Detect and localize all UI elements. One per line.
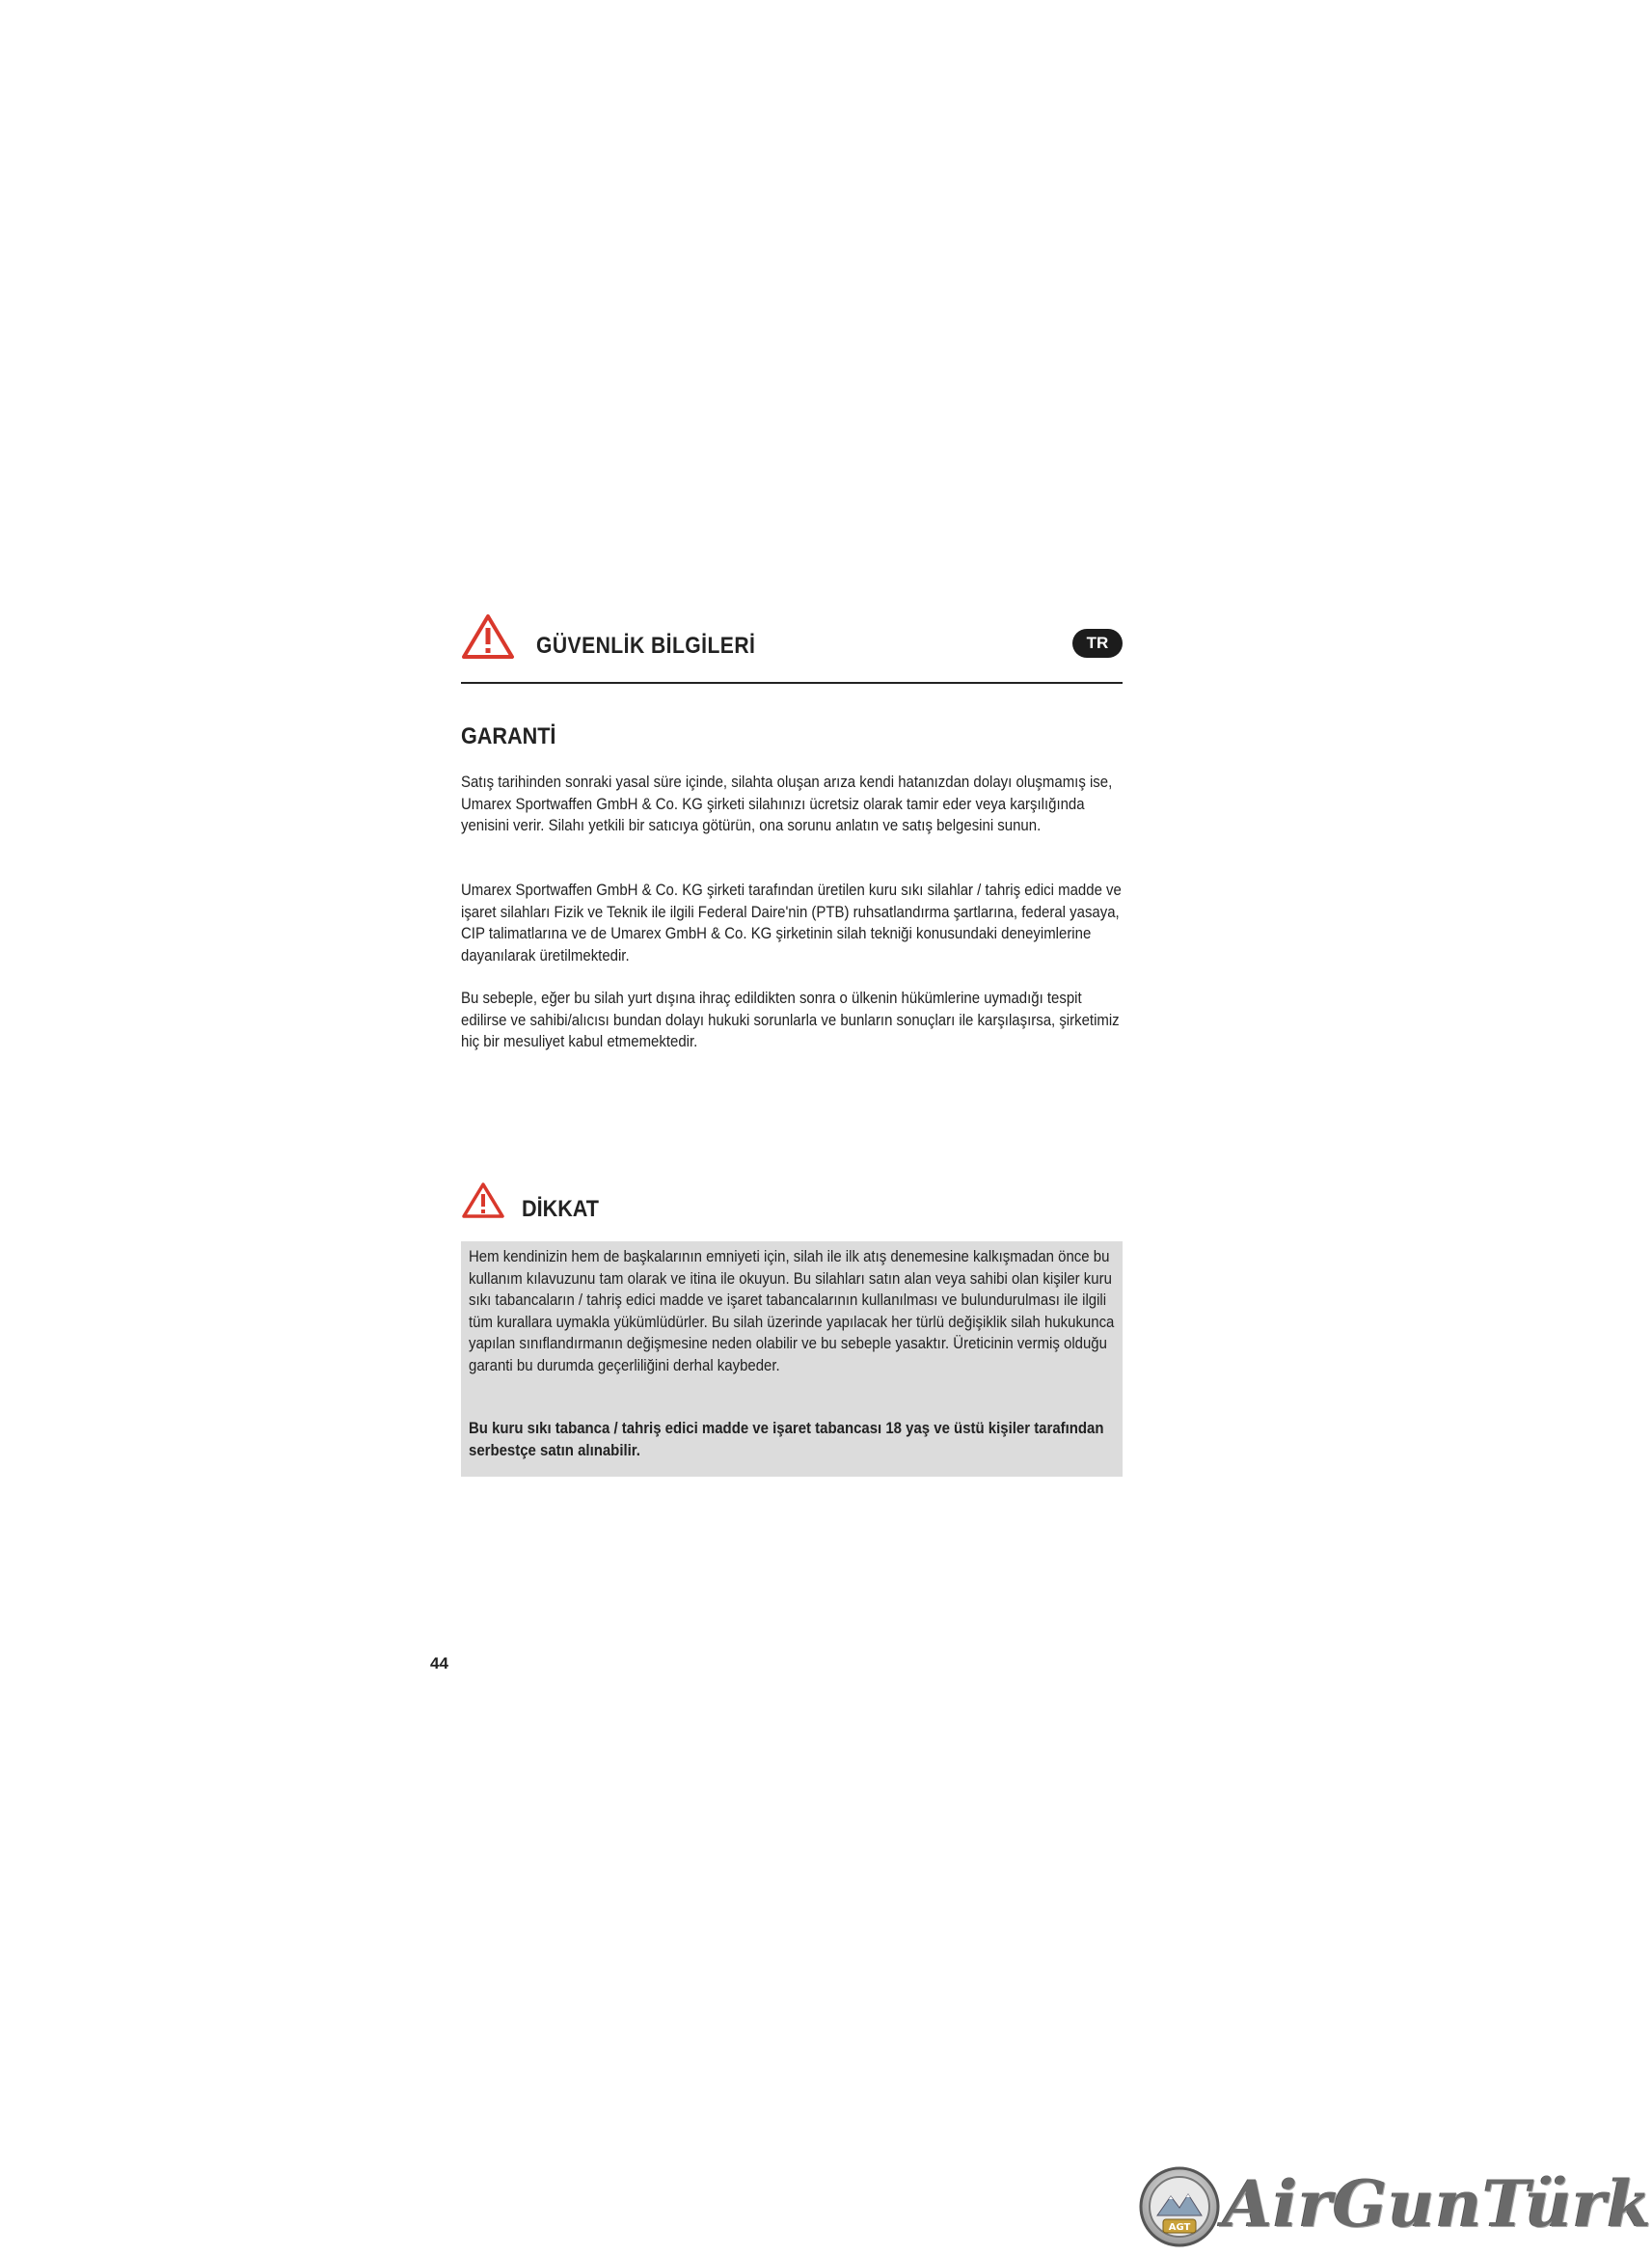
warranty-heading: GARANTİ <box>461 723 556 749</box>
page-number: 44 <box>430 1654 448 1672</box>
attention-body: Hem kendinizin hem de başkalarının emniyeti için, silah ile ilk atış denemesine kalkışmadan önce bu kullanım kılavuzunu tam olarak ve itina ile okuyun. Bu silahları satın alan veya sahibi olan kişiler kuru sıkı tabancaların / tahriş edici madde ve işaret tabancalarının kullanılması ve bulundurulması ile ilgili tüm kurallara uymakla yükümlüdürler. Bu silah üzerinde yapılacak her türlü değişiklik silah hukukunca yapılan sınıflandırmanın değişmesine neden olabilir ve bu sebeple yasaktır. Üreticinin vermiş olduğu garanti bu durumda geçerliliğini derhal kaybeder. <box>469 1247 1115 1374</box>
warning-triangle-icon <box>462 1182 504 1219</box>
attention-age-note: Bu kuru sıkı tabanca / tahriş edici madde ve işaret tabancası 18 yaş ve üstü kişiler tarafından serbestçe satın alınabilir. <box>469 1419 1104 1459</box>
warranty-paragraph-3: Bu sebeple, eğer bu silah yurt dışına ihraç edildikten sonra o ülkenin hükümlerine uymadığı tespit edilirse ve sahibi/alıcısı bundan dolayı hukuki sorunlarla ve bunların sonuçları ile karşılaşırsa, şirketimiz hiç bir mesuliyet kabul etmemektedir. <box>461 989 1120 1050</box>
logo-emblem-text: AGT <box>1168 2222 1191 2233</box>
warranty-paragraph-2: Umarex Sportwaffen GmbH & Co. KG şirketi tarafından üretilen kuru sıkı silahlar / tahriş edici madde ve işaret silahları Fizik ve Teknik ile ilgili Federal Daire'nin (PTB) ruhsatlandırma şartlarına, federal yasaya, CIP talimatlarına ve de Umarex GmbH & Co. KG şirketinin silah tekniği konusundaki deneyimlerine dayanılarak üretilmektedir. <box>461 881 1122 965</box>
brand-logo-text: AirGunTürk <box>1223 2166 1652 2242</box>
agt-logo-emblem-icon <box>1138 2165 1221 2248</box>
page-title: GÜVENLİK BİLGİLERİ <box>536 633 756 659</box>
attention-heading: DİKKAT <box>522 1196 599 1222</box>
header-divider <box>461 682 1123 684</box>
language-badge: TR <box>1072 629 1123 658</box>
warranty-paragraph-1: Satış tarihinden sonraki yasal süre içinde, silahta oluşan arıza kendi hatanızdan dolayı oluşmamış ise, Umarex Sportwaffen GmbH & Co. KG şirketi silahınızı ücretsiz olarak tamir eder veya karşılığında yenisini verir. Silahı yetkili bir satıcıya götürün, ona sorunu anlatın ve satış belgesini sunun. <box>461 773 1113 834</box>
warning-triangle-icon <box>461 613 515 660</box>
